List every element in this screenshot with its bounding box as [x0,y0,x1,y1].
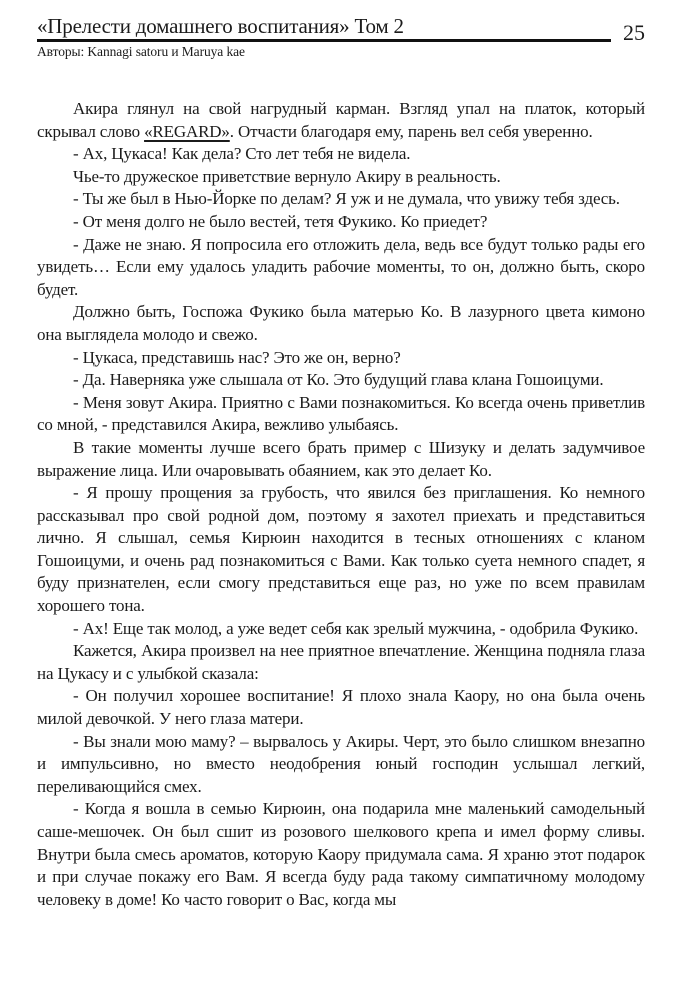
paragraph: - От меня долго не было вестей, тетя Фукико. Ко приедет? [73,211,488,231]
paragraph: - Меня зовут Акира. Приятно с Вами познакомиться. Ко всегда очень приветлив со мной, - представился Акира, вежливо улыбаясь. [37,392,645,435]
paragraph: - Ах! Еще так молод, а уже ведет себя как зрелый мужчина, - одобрила Фукико. [73,618,639,638]
paragraph: - Он получил хорошее воспитание! Я плохо знала Каору, но она была очень милой девочкой. У него глаза матери. [37,686,645,729]
authors-line: Авторы: Kannagi satoru и Maruya kae [37,44,245,59]
paragraph: - Вы знали мою маму? – вырвалось у Акиры. Черт, это было слишком внезапно и импульсивно, но вместо неодобрения юный господин услышал легкий, переливающийся смех. [37,731,645,796]
paragraph: В такие моменты лучше всего брать пример с Шизуку и делать задумчивое выражение лица. Или очаровывать обаянием, как это делает Ко. [37,437,645,480]
paragraph: Акира глянул на свой нагрудный карман. Взгляд упал на платок, который скрывал слово «REGARD». Отчасти благодаря ему, парень вел себя уверенно. [37,99,645,141]
page-title: «Прелести домашнего воспитания» Том 2 [37,14,404,38]
paragraph: - Даже не знаю. Я попросила его отложить дела, ведь все будут только рады его увидеть… Если ему удалось уладить рабочие моменты, то он, должно быть, скоро будет. [37,234,645,299]
body-text [37,98,645,911]
paragraph: - Когда я вошла в семью Кирюин, она подарила мне маленький самодельный саше-мешочек. Он был сшит из розового шелкового крепа и имел форму сливы. Внутри была смесь ароматов, которую Каору придумала сама. Я храню этот подарок и при случае покажу его Вам. Я всегда буду рада такому симпатичному молодому человеку в доме! Ко часто говорит о Вас, когда мы [37,799,645,909]
page-number: 25 [623,20,645,45]
paragraph: - Ах, Цукаса! Как дела? Сто лет тебя не видела. [73,144,411,164]
paragraph: Кажется, Акира произвел на нее приятное впечатление. Женщина подняла глаза на Цукасу и с улыбкой сказала: [37,641,645,683]
paragraph: - Цукаса, представишь нас? Это же он, верно? [73,347,401,367]
paragraph: - Я прошу прощения за грубость, что явился без приглашения. Ко немного рассказывал про свой родной дом, поэтому я захотел приехать и представиться лично. Я слышал, семья Кирюин находится в тесных отношениях с кланом Гошоицуми, и очень рад познакомиться с Вами. Как только суета немного спадет, я буду признателен, если смогу представиться еще раз, но уже по всем правилам хорошего тона. [37,483,645,616]
paragraph: - Ты же был в Нью-Йорке по делам? Я уж и не думала, что увижу тебя здесь. [73,189,620,209]
paragraph: Чье-то дружеское приветствие вернуло Акиру в реальность. [73,166,501,186]
underlined-word: «REGARD» [144,121,230,141]
header-rule [37,14,611,42]
page-header [37,14,645,45]
paragraph: - Да. Наверняка уже слышала от Ко. Это будущий глава клана Гошоицуми. [73,370,604,390]
paragraph: Должно быть, Госпожа Фукико была матерью Ко. В лазурного цвета кимоно она выглядела молодо и свежо. [37,302,645,344]
